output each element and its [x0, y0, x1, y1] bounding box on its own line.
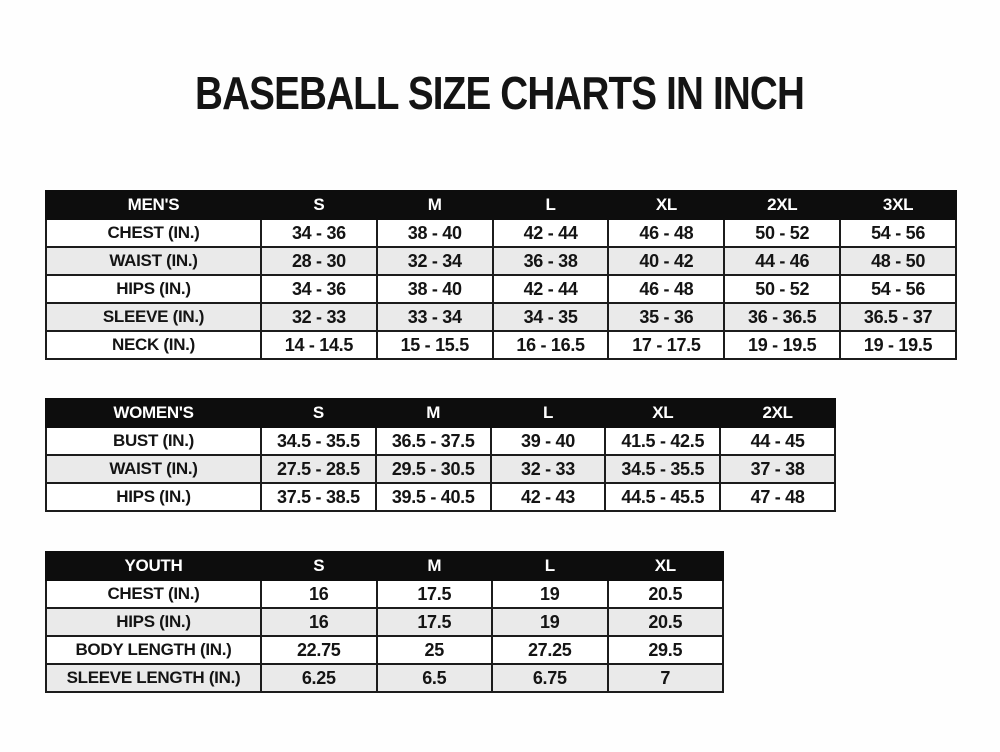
row-label: HIPS (IN.)	[46, 275, 261, 303]
data-cell: 34 - 36	[261, 275, 377, 303]
data-cell: 17 - 17.5	[608, 331, 724, 359]
row-label: WAIST (IN.)	[46, 455, 261, 483]
size-column-header: L	[492, 552, 608, 580]
data-cell: 34 - 35	[493, 303, 609, 331]
data-cell: 46 - 48	[608, 219, 724, 247]
row-label: HIPS (IN.)	[46, 483, 261, 511]
row-label: HIPS (IN.)	[46, 608, 261, 636]
size-column-header: S	[261, 191, 377, 219]
data-cell: 32 - 33	[261, 303, 377, 331]
data-cell: 27.25	[492, 636, 608, 664]
row-label: SLEEVE (IN.)	[46, 303, 261, 331]
data-cell: 46 - 48	[608, 275, 724, 303]
table-title-cell: MEN'S	[46, 191, 261, 219]
data-cell: 29.5	[608, 636, 724, 664]
data-cell: 36.5 - 37	[840, 303, 956, 331]
table-row	[46, 608, 723, 636]
data-cell: 19	[492, 608, 608, 636]
data-cell: 36 - 38	[493, 247, 609, 275]
row-label: WAIST (IN.)	[46, 247, 261, 275]
table-row	[46, 331, 956, 359]
data-cell: 42 - 43	[491, 483, 606, 511]
data-cell: 17.5	[377, 580, 493, 608]
header-row	[46, 552, 723, 580]
data-cell: 16	[261, 608, 377, 636]
table-row	[46, 303, 956, 331]
size-column-header: 2XL	[720, 399, 835, 427]
data-cell: 44 - 46	[724, 247, 840, 275]
data-cell: 6.75	[492, 664, 608, 692]
data-cell: 33 - 34	[377, 303, 493, 331]
data-cell: 44.5 - 45.5	[605, 483, 720, 511]
page-title-text: BASEBALL SIZE CHARTS IN INCH	[195, 67, 805, 119]
data-cell: 17.5	[377, 608, 493, 636]
row-label: CHEST (IN.)	[46, 580, 261, 608]
data-cell: 16 - 16.5	[493, 331, 609, 359]
table-row	[46, 483, 835, 511]
data-cell: 39.5 - 40.5	[376, 483, 491, 511]
data-cell: 15 - 15.5	[377, 331, 493, 359]
size-column-header: S	[261, 552, 377, 580]
data-cell: 34.5 - 35.5	[261, 427, 376, 455]
data-cell: 32 - 33	[491, 455, 606, 483]
size-column-header: L	[493, 191, 609, 219]
data-cell: 27.5 - 28.5	[261, 455, 376, 483]
data-cell: 36.5 - 37.5	[376, 427, 491, 455]
header-row	[46, 399, 835, 427]
data-cell: 38 - 40	[377, 219, 493, 247]
table-row	[46, 427, 835, 455]
size-table-womens	[45, 398, 836, 512]
data-cell: 37.5 - 38.5	[261, 483, 376, 511]
data-cell: 47 - 48	[720, 483, 835, 511]
data-cell: 7	[608, 664, 724, 692]
size-column-header: 2XL	[724, 191, 840, 219]
size-column-header: XL	[608, 552, 724, 580]
data-cell: 20.5	[608, 580, 724, 608]
data-cell: 37 - 38	[720, 455, 835, 483]
data-cell: 41.5 - 42.5	[605, 427, 720, 455]
size-table-mens	[45, 190, 957, 360]
data-cell: 16	[261, 580, 377, 608]
data-cell: 34 - 36	[261, 219, 377, 247]
size-column-header: XL	[605, 399, 720, 427]
table-title-cell: YOUTH	[46, 552, 261, 580]
table-row	[46, 275, 956, 303]
size-column-header: XL	[608, 191, 724, 219]
data-cell: 28 - 30	[261, 247, 377, 275]
data-cell: 32 - 34	[377, 247, 493, 275]
table-row	[46, 580, 723, 608]
data-cell: 20.5	[608, 608, 724, 636]
data-cell: 54 - 56	[840, 275, 956, 303]
page-title	[0, 66, 1000, 120]
data-cell: 35 - 36	[608, 303, 724, 331]
data-cell: 29.5 - 30.5	[376, 455, 491, 483]
size-table-youth	[45, 551, 724, 693]
data-cell: 19 - 19.5	[840, 331, 956, 359]
size-column-header: 3XL	[840, 191, 956, 219]
table-row	[46, 219, 956, 247]
row-label: BODY LENGTH (IN.)	[46, 636, 261, 664]
data-cell: 22.75	[261, 636, 377, 664]
data-cell: 25	[377, 636, 493, 664]
data-cell: 34.5 - 35.5	[605, 455, 720, 483]
row-label: NECK (IN.)	[46, 331, 261, 359]
data-cell: 48 - 50	[840, 247, 956, 275]
table-row	[46, 664, 723, 692]
row-label: SLEEVE LENGTH (IN.)	[46, 664, 261, 692]
data-cell: 54 - 56	[840, 219, 956, 247]
size-column-header: M	[377, 191, 493, 219]
size-column-header: S	[261, 399, 376, 427]
size-column-header: L	[491, 399, 606, 427]
data-cell: 14 - 14.5	[261, 331, 377, 359]
data-cell: 50 - 52	[724, 275, 840, 303]
header-row	[46, 191, 956, 219]
table-row	[46, 247, 956, 275]
size-column-header: M	[376, 399, 491, 427]
data-cell: 40 - 42	[608, 247, 724, 275]
table-title-cell: WOMEN'S	[46, 399, 261, 427]
data-cell: 42 - 44	[493, 275, 609, 303]
data-cell: 19 - 19.5	[724, 331, 840, 359]
data-cell: 44 - 45	[720, 427, 835, 455]
row-label: CHEST (IN.)	[46, 219, 261, 247]
data-cell: 6.5	[377, 664, 493, 692]
table-row	[46, 455, 835, 483]
size-column-header: M	[377, 552, 493, 580]
table-row	[46, 636, 723, 664]
data-cell: 50 - 52	[724, 219, 840, 247]
data-cell: 38 - 40	[377, 275, 493, 303]
data-cell: 36 - 36.5	[724, 303, 840, 331]
data-cell: 42 - 44	[493, 219, 609, 247]
row-label: BUST (IN.)	[46, 427, 261, 455]
data-cell: 39 - 40	[491, 427, 606, 455]
data-cell: 19	[492, 580, 608, 608]
data-cell: 6.25	[261, 664, 377, 692]
